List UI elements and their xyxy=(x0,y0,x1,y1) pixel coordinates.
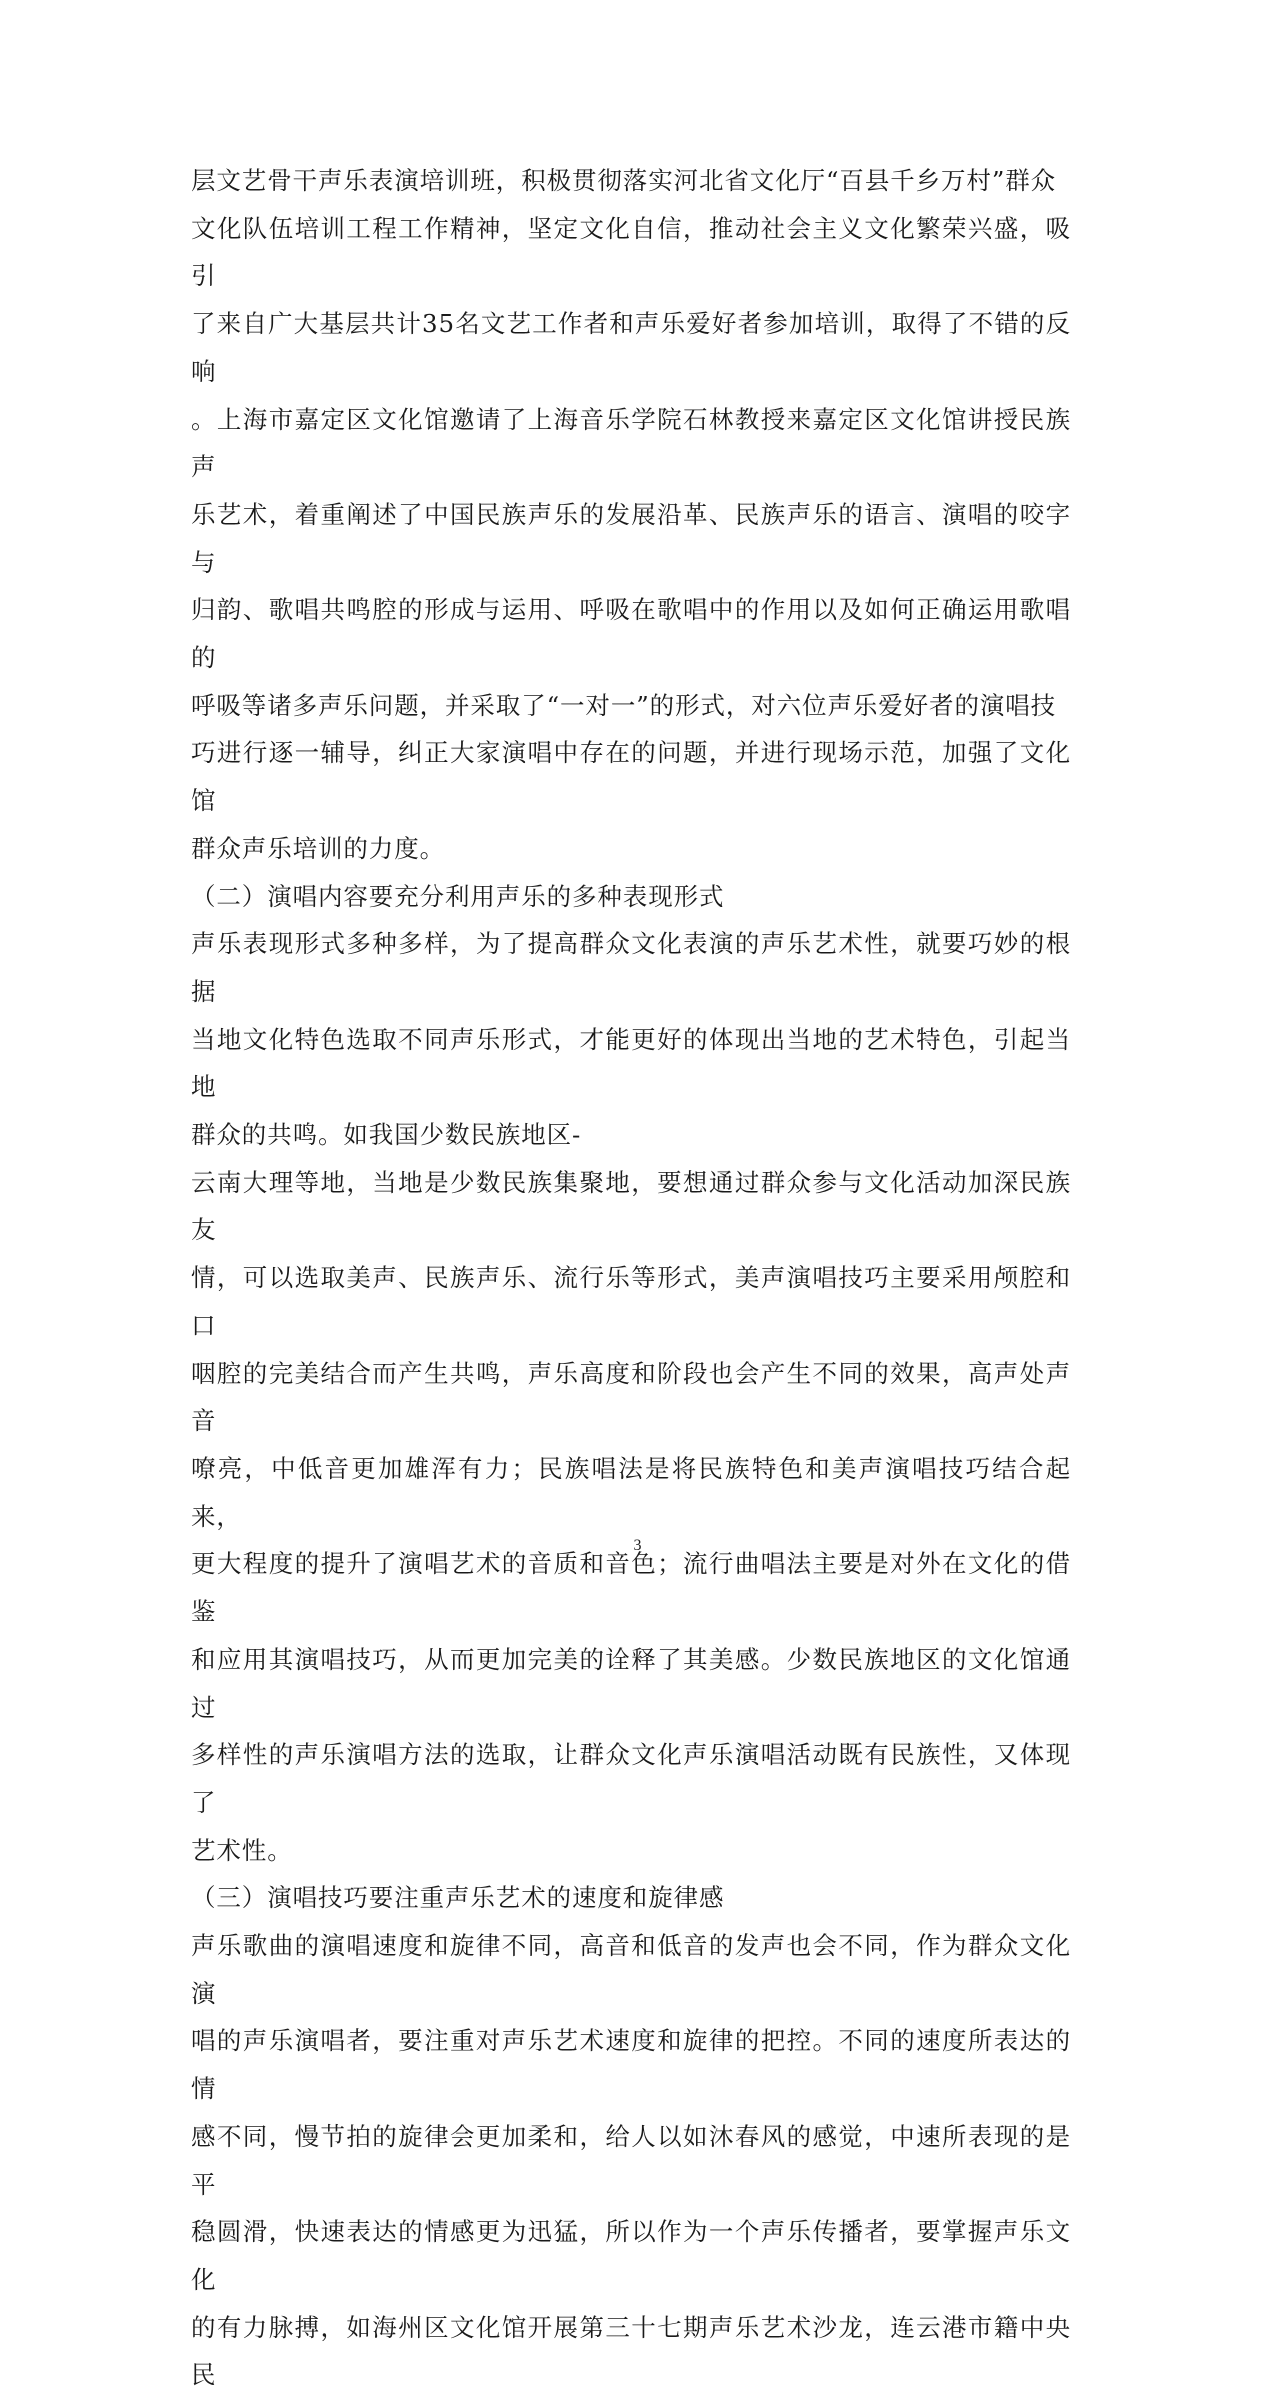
section-heading-2: （二）演唱内容要充分利用声乐的多种表现形式 xyxy=(191,881,725,911)
paragraph-vocal-forms: 声乐表现形式多种多样，为了提高群众文化表演的声乐艺术性，就要巧妙的根据 当地文化特色选取不同声乐形式，才能更好的体现出当地的艺术特色，引起当地 群众的共鸣。如我国少数民族地区- 云南大理等地，当地是少数民族集聚地，要想通过群众参与文化活动加深民族友 情，可以选取美声、民族声乐、流行乐等形式，美声演唱技巧主要采用颅腔和口 咽腔的完美结合而产生共鸣，声乐高度和阶段也会产生不同的效果，高声处声音 嘹亮，中低音更加雄浑有力；民族唱法是将民族特色和美声演唱技巧结合起来， 更大程度的提升了演唱艺术的音质和音色；流行曲唱法主要是对外在文化的借鉴 和应用其演唱技巧，从而更加完美的诠释了其美感。少数民族地区的文化馆通过 多样性的声乐演唱方法的选取，让群众文化声乐演唱活动既有民族性，又体现了 艺术性。 xyxy=(191,929,1071,1865)
paragraph-training-class: 层文艺骨干声乐表演培训班，积极贯彻落实河北省文化厅“百县千乡万村”群众 文化队伍培训工程工作精神，坚定文化自信，推动社会主义文化繁荣兴盛，吸引 了来自广大基层共计35名文艺工作者和声乐爱好者参加培训，取得了不错的反响 。上海市嘉定区文化馆邀请了上海音乐学院石林教授来嘉定区文化馆讲授民族声 乐艺术，着重阐述了中国民族声乐的发展沿革、民族声乐的语言、演唱的咬字与 归韵、歌唱共鸣腔的形成与运用、呼吸在歌唱中的作用以及如何正确运用歌唱的 呼吸等诸多声乐问题，并采取了“一对一”的形式，对六位声乐爱好者的演唱技 巧进行逐一辅导，纠正大家演唱中存在的问题，并进行现场示范，加强了文化馆 群众声乐培训的力度。 xyxy=(191,166,1071,863)
paragraph-tempo-melody: 声乐歌曲的演唱速度和旋律不同，高音和低音的发声也会不同，作为群众文化演 唱的声乐演唱者，要注重对声乐艺术速度和旋律的把控。不同的速度所表达的情 感不同，慢节拍的旋律会更加柔和，给人以如沐春风的感觉，中速所表现的是平 稳圆滑，快速表达的情感更为迅猛，所以作为一个声乐传播者，要掌握声乐文化 的有力脉搏，如海州区文化馆开展第三十七期声乐艺术沙龙，连云港市籍中央民 xyxy=(191,1931,1071,2390)
section-heading-3: （三）演唱技巧要注重声乐艺术的速度和旋律感 xyxy=(191,1883,725,1913)
document-body xyxy=(191,157,1071,2399)
page-number: 3 xyxy=(633,1537,642,1554)
